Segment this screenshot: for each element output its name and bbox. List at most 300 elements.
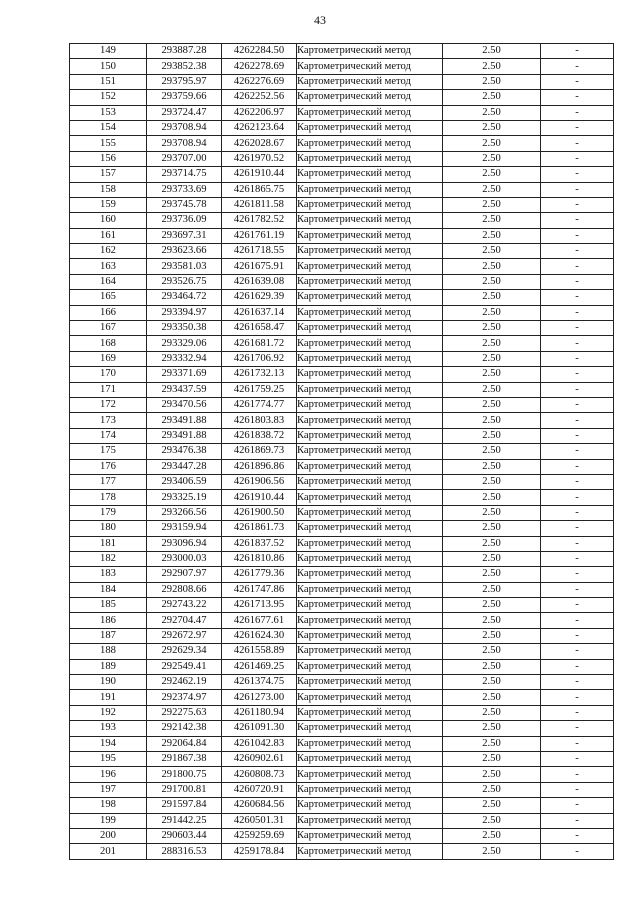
x-coordinate-cell: 292374.97 [147, 690, 222, 705]
method-cell: Картометрический метод [297, 351, 443, 366]
table-row [70, 628, 614, 643]
x-coordinate-cell: 293266.56 [147, 505, 222, 520]
point-number-cell: 189 [70, 659, 147, 674]
point-number-cell: 183 [70, 567, 147, 582]
table-row [70, 136, 614, 151]
y-coordinate-cell: 4262123.64 [222, 120, 297, 135]
x-coordinate-cell: 292275.63 [147, 705, 222, 720]
x-coordinate-cell: 293325.19 [147, 490, 222, 505]
x-coordinate-cell: 293724.47 [147, 105, 222, 120]
accuracy-cell: 2.50 [443, 244, 541, 259]
note-cell: - [541, 505, 614, 520]
y-coordinate-cell: 4261837.52 [222, 536, 297, 551]
accuracy-cell: 2.50 [443, 767, 541, 782]
accuracy-cell: 2.50 [443, 259, 541, 274]
point-number-cell: 190 [70, 675, 147, 690]
accuracy-cell: 2.50 [443, 613, 541, 628]
x-coordinate-cell: 293852.38 [147, 59, 222, 74]
y-coordinate-cell: 4261900.50 [222, 505, 297, 520]
accuracy-cell: 2.50 [443, 782, 541, 797]
method-cell: Картометрический метод [297, 305, 443, 320]
accuracy-cell: 2.50 [443, 228, 541, 243]
point-number-cell: 185 [70, 598, 147, 613]
point-number-cell: 201 [70, 844, 147, 859]
method-cell: Картометрический метод [297, 336, 443, 351]
note-cell: - [541, 613, 614, 628]
point-number-cell: 173 [70, 413, 147, 428]
x-coordinate-cell: 293332.94 [147, 351, 222, 366]
note-cell: - [541, 659, 614, 674]
method-cell: Картометрический метод [297, 274, 443, 289]
x-coordinate-cell: 293887.28 [147, 44, 222, 59]
note-cell: - [541, 413, 614, 428]
table-row [70, 120, 614, 135]
accuracy-cell: 2.50 [443, 182, 541, 197]
point-number-cell: 179 [70, 505, 147, 520]
point-number-cell: 199 [70, 813, 147, 828]
method-cell: Картометрический метод [297, 598, 443, 613]
y-coordinate-cell: 4259259.69 [222, 828, 297, 843]
point-number-cell: 181 [70, 536, 147, 551]
y-coordinate-cell: 4261042.83 [222, 736, 297, 751]
method-cell: Картометрический метод [297, 382, 443, 397]
point-number-cell: 174 [70, 428, 147, 443]
y-coordinate-cell: 4262028.67 [222, 136, 297, 151]
table-row [70, 90, 614, 105]
y-coordinate-cell: 4261374.75 [222, 675, 297, 690]
point-number-cell: 153 [70, 105, 147, 120]
method-cell: Картометрический метод [297, 151, 443, 166]
method-cell: Картометрический метод [297, 259, 443, 274]
note-cell: - [541, 120, 614, 135]
table-row [70, 444, 614, 459]
method-cell: Картометрический метод [297, 721, 443, 736]
x-coordinate-cell: 293329.06 [147, 336, 222, 351]
y-coordinate-cell: 4261811.58 [222, 197, 297, 212]
y-coordinate-cell: 4261706.92 [222, 351, 297, 366]
y-coordinate-cell: 4261273.00 [222, 690, 297, 705]
table-row [70, 567, 614, 582]
note-cell: - [541, 828, 614, 843]
table-row [70, 336, 614, 351]
y-coordinate-cell: 4261681.72 [222, 336, 297, 351]
table-row [70, 397, 614, 412]
method-cell: Картометрический метод [297, 136, 443, 151]
y-coordinate-cell: 4261759.25 [222, 382, 297, 397]
point-number-cell: 168 [70, 336, 147, 351]
x-coordinate-cell: 291700.81 [147, 782, 222, 797]
y-coordinate-cell: 4261637.14 [222, 305, 297, 320]
accuracy-cell: 2.50 [443, 474, 541, 489]
y-coordinate-cell: 4261624.30 [222, 628, 297, 643]
table-row [70, 644, 614, 659]
note-cell: - [541, 182, 614, 197]
note-cell: - [541, 474, 614, 489]
point-number-cell: 177 [70, 474, 147, 489]
y-coordinate-cell: 4261629.39 [222, 290, 297, 305]
note-cell: - [541, 675, 614, 690]
accuracy-cell: 2.50 [443, 290, 541, 305]
point-number-cell: 195 [70, 751, 147, 766]
accuracy-cell: 2.50 [443, 274, 541, 289]
method-cell: Картометрический метод [297, 228, 443, 243]
y-coordinate-cell: 4262276.69 [222, 74, 297, 89]
accuracy-cell: 2.50 [443, 44, 541, 59]
note-cell: - [541, 644, 614, 659]
accuracy-cell: 2.50 [443, 828, 541, 843]
point-number-cell: 158 [70, 182, 147, 197]
table-row [70, 690, 614, 705]
accuracy-cell: 2.50 [443, 521, 541, 536]
accuracy-cell: 2.50 [443, 167, 541, 182]
note-cell: - [541, 598, 614, 613]
y-coordinate-cell: 4262206.97 [222, 105, 297, 120]
method-cell: Картометрический метод [297, 74, 443, 89]
table-row [70, 382, 614, 397]
method-cell: Картометрический метод [297, 644, 443, 659]
x-coordinate-cell: 293406.59 [147, 474, 222, 489]
point-number-cell: 178 [70, 490, 147, 505]
x-coordinate-cell: 293476.38 [147, 444, 222, 459]
accuracy-cell: 2.50 [443, 798, 541, 813]
accuracy-cell: 2.50 [443, 397, 541, 412]
method-cell: Картометрический метод [297, 536, 443, 551]
point-number-cell: 188 [70, 644, 147, 659]
note-cell: - [541, 782, 614, 797]
x-coordinate-cell: 293491.88 [147, 428, 222, 443]
y-coordinate-cell: 4261910.44 [222, 490, 297, 505]
y-coordinate-cell: 4261803.83 [222, 413, 297, 428]
method-cell: Картометрический метод [297, 813, 443, 828]
x-coordinate-cell: 293581.03 [147, 259, 222, 274]
method-cell: Картометрический метод [297, 90, 443, 105]
accuracy-cell: 2.50 [443, 751, 541, 766]
y-coordinate-cell: 4260684.56 [222, 798, 297, 813]
x-coordinate-cell: 293759.66 [147, 90, 222, 105]
table-row [70, 782, 614, 797]
note-cell: - [541, 813, 614, 828]
method-cell: Картометрический метод [297, 690, 443, 705]
x-coordinate-cell: 293707.00 [147, 151, 222, 166]
note-cell: - [541, 167, 614, 182]
point-number-cell: 197 [70, 782, 147, 797]
table-row [70, 474, 614, 489]
x-coordinate-cell: 292743.22 [147, 598, 222, 613]
point-number-cell: 166 [70, 305, 147, 320]
note-cell: - [541, 197, 614, 212]
x-coordinate-cell: 292142.38 [147, 721, 222, 736]
method-cell: Картометрический метод [297, 105, 443, 120]
x-coordinate-cell: 293714.75 [147, 167, 222, 182]
x-coordinate-cell: 293000.03 [147, 551, 222, 566]
x-coordinate-cell: 293447.28 [147, 459, 222, 474]
x-coordinate-cell: 293526.75 [147, 274, 222, 289]
method-cell: Картометрический метод [297, 167, 443, 182]
point-number-cell: 194 [70, 736, 147, 751]
method-cell: Картометрический метод [297, 505, 443, 520]
method-cell: Картометрический метод [297, 844, 443, 859]
table-row [70, 151, 614, 166]
note-cell: - [541, 336, 614, 351]
accuracy-cell: 2.50 [443, 120, 541, 135]
method-cell: Картометрический метод [297, 705, 443, 720]
point-number-cell: 180 [70, 521, 147, 536]
x-coordinate-cell: 292629.34 [147, 644, 222, 659]
x-coordinate-cell: 291800.75 [147, 767, 222, 782]
point-number-cell: 186 [70, 613, 147, 628]
table-row [70, 59, 614, 74]
method-cell: Картометрический метод [297, 782, 443, 797]
table-row [70, 613, 614, 628]
coordinates-table-body [70, 44, 614, 860]
point-number-cell: 172 [70, 397, 147, 412]
y-coordinate-cell: 4261869.73 [222, 444, 297, 459]
x-coordinate-cell: 293464.72 [147, 290, 222, 305]
point-number-cell: 165 [70, 290, 147, 305]
table-row [70, 305, 614, 320]
accuracy-cell: 2.50 [443, 213, 541, 228]
accuracy-cell: 2.50 [443, 59, 541, 74]
table-row [70, 367, 614, 382]
point-number-cell: 182 [70, 551, 147, 566]
accuracy-cell: 2.50 [443, 598, 541, 613]
point-number-cell: 187 [70, 628, 147, 643]
method-cell: Картометрический метод [297, 367, 443, 382]
x-coordinate-cell: 293795.97 [147, 74, 222, 89]
x-coordinate-cell: 293159.94 [147, 521, 222, 536]
accuracy-cell: 2.50 [443, 536, 541, 551]
y-coordinate-cell: 4261658.47 [222, 321, 297, 336]
accuracy-cell: 2.50 [443, 413, 541, 428]
note-cell: - [541, 259, 614, 274]
table-row [70, 798, 614, 813]
y-coordinate-cell: 4260808.73 [222, 767, 297, 782]
note-cell: - [541, 736, 614, 751]
x-coordinate-cell: 293437.59 [147, 382, 222, 397]
method-cell: Картометрический метод [297, 736, 443, 751]
method-cell: Картометрический метод [297, 798, 443, 813]
x-coordinate-cell: 291867.38 [147, 751, 222, 766]
note-cell: - [541, 305, 614, 320]
y-coordinate-cell: 4261713.95 [222, 598, 297, 613]
table-row [70, 182, 614, 197]
y-coordinate-cell: 4261761.19 [222, 228, 297, 243]
point-number-cell: 198 [70, 798, 147, 813]
point-number-cell: 196 [70, 767, 147, 782]
table-row [70, 44, 614, 59]
point-number-cell: 154 [70, 120, 147, 135]
method-cell: Картометрический метод [297, 613, 443, 628]
note-cell: - [541, 767, 614, 782]
table-row [70, 490, 614, 505]
point-number-cell: 193 [70, 721, 147, 736]
accuracy-cell: 2.50 [443, 690, 541, 705]
point-number-cell: 170 [70, 367, 147, 382]
method-cell: Картометрический метод [297, 567, 443, 582]
accuracy-cell: 2.50 [443, 382, 541, 397]
y-coordinate-cell: 4261779.36 [222, 567, 297, 582]
table-row [70, 413, 614, 428]
note-cell: - [541, 382, 614, 397]
note-cell: - [541, 136, 614, 151]
y-coordinate-cell: 4261558.89 [222, 644, 297, 659]
method-cell: Картометрический метод [297, 244, 443, 259]
point-number-cell: 192 [70, 705, 147, 720]
y-coordinate-cell: 4261838.72 [222, 428, 297, 443]
table-row [70, 813, 614, 828]
x-coordinate-cell: 293096.94 [147, 536, 222, 551]
coordinates-table [69, 43, 614, 860]
method-cell: Картометрический метод [297, 675, 443, 690]
point-number-cell: 159 [70, 197, 147, 212]
accuracy-cell: 2.50 [443, 721, 541, 736]
note-cell: - [541, 44, 614, 59]
note-cell: - [541, 459, 614, 474]
y-coordinate-cell: 4261091.30 [222, 721, 297, 736]
point-number-cell: 169 [70, 351, 147, 366]
method-cell: Картометрический метод [297, 59, 443, 74]
y-coordinate-cell: 4261180.94 [222, 705, 297, 720]
y-coordinate-cell: 4262252.56 [222, 90, 297, 105]
method-cell: Картометрический метод [297, 290, 443, 305]
y-coordinate-cell: 4261469.25 [222, 659, 297, 674]
y-coordinate-cell: 4261675.91 [222, 259, 297, 274]
accuracy-cell: 2.50 [443, 136, 541, 151]
note-cell: - [541, 213, 614, 228]
note-cell: - [541, 628, 614, 643]
accuracy-cell: 2.50 [443, 428, 541, 443]
x-coordinate-cell: 291442.25 [147, 813, 222, 828]
note-cell: - [541, 90, 614, 105]
y-coordinate-cell: 4261861.73 [222, 521, 297, 536]
note-cell: - [541, 444, 614, 459]
accuracy-cell: 2.50 [443, 813, 541, 828]
accuracy-cell: 2.50 [443, 582, 541, 597]
method-cell: Картометрический метод [297, 182, 443, 197]
table-row [70, 213, 614, 228]
x-coordinate-cell: 293470.56 [147, 397, 222, 412]
note-cell: - [541, 798, 614, 813]
table-row [70, 428, 614, 443]
accuracy-cell: 2.50 [443, 105, 541, 120]
note-cell: - [541, 751, 614, 766]
table-row [70, 659, 614, 674]
point-number-cell: 151 [70, 74, 147, 89]
x-coordinate-cell: 293736.09 [147, 213, 222, 228]
x-coordinate-cell: 290603.44 [147, 828, 222, 843]
point-number-cell: 176 [70, 459, 147, 474]
y-coordinate-cell: 4260501.31 [222, 813, 297, 828]
table-row [70, 675, 614, 690]
x-coordinate-cell: 292462.19 [147, 675, 222, 690]
x-coordinate-cell: 292549.41 [147, 659, 222, 674]
y-coordinate-cell: 4261677.61 [222, 613, 297, 628]
accuracy-cell: 2.50 [443, 736, 541, 751]
method-cell: Картометрический метод [297, 321, 443, 336]
table-row [70, 105, 614, 120]
accuracy-cell: 2.50 [443, 705, 541, 720]
table-row [70, 259, 614, 274]
point-number-cell: 152 [70, 90, 147, 105]
accuracy-cell: 2.50 [443, 151, 541, 166]
point-number-cell: 160 [70, 213, 147, 228]
table-row [70, 828, 614, 843]
accuracy-cell: 2.50 [443, 844, 541, 859]
x-coordinate-cell: 293491.88 [147, 413, 222, 428]
method-cell: Картометрический метод [297, 474, 443, 489]
note-cell: - [541, 521, 614, 536]
table-row [70, 767, 614, 782]
y-coordinate-cell: 4259178.84 [222, 844, 297, 859]
table-row [70, 228, 614, 243]
y-coordinate-cell: 4261732.13 [222, 367, 297, 382]
note-cell: - [541, 397, 614, 412]
point-number-cell: 167 [70, 321, 147, 336]
note-cell: - [541, 151, 614, 166]
y-coordinate-cell: 4261970.52 [222, 151, 297, 166]
table-row [70, 167, 614, 182]
table-row [70, 459, 614, 474]
x-coordinate-cell: 292704.47 [147, 613, 222, 628]
y-coordinate-cell: 4261639.08 [222, 274, 297, 289]
table-row [70, 582, 614, 597]
method-cell: Картометрический метод [297, 44, 443, 59]
point-number-cell: 171 [70, 382, 147, 397]
x-coordinate-cell: 292907.97 [147, 567, 222, 582]
point-number-cell: 149 [70, 44, 147, 59]
note-cell: - [541, 244, 614, 259]
table-row [70, 351, 614, 366]
point-number-cell: 162 [70, 244, 147, 259]
point-number-cell: 175 [70, 444, 147, 459]
method-cell: Картометрический метод [297, 197, 443, 212]
accuracy-cell: 2.50 [443, 74, 541, 89]
method-cell: Картометрический метод [297, 397, 443, 412]
note-cell: - [541, 582, 614, 597]
method-cell: Картометрический метод [297, 582, 443, 597]
point-number-cell: 157 [70, 167, 147, 182]
accuracy-cell: 2.50 [443, 197, 541, 212]
point-number-cell: 161 [70, 228, 147, 243]
point-number-cell: 163 [70, 259, 147, 274]
note-cell: - [541, 551, 614, 566]
x-coordinate-cell: 293708.94 [147, 120, 222, 135]
note-cell: - [541, 844, 614, 859]
table-row [70, 844, 614, 859]
y-coordinate-cell: 4261906.56 [222, 474, 297, 489]
page-number: 43 [314, 13, 326, 27]
note-cell: - [541, 228, 614, 243]
note-cell: - [541, 290, 614, 305]
note-cell: - [541, 428, 614, 443]
accuracy-cell: 2.50 [443, 628, 541, 643]
note-cell: - [541, 59, 614, 74]
method-cell: Картометрический метод [297, 444, 443, 459]
accuracy-cell: 2.50 [443, 675, 541, 690]
point-number-cell: 191 [70, 690, 147, 705]
y-coordinate-cell: 4260902.61 [222, 751, 297, 766]
accuracy-cell: 2.50 [443, 444, 541, 459]
method-cell: Картометрический метод [297, 628, 443, 643]
point-number-cell: 155 [70, 136, 147, 151]
x-coordinate-cell: 288316.53 [147, 844, 222, 859]
note-cell: - [541, 351, 614, 366]
accuracy-cell: 2.50 [443, 336, 541, 351]
method-cell: Картометрический метод [297, 521, 443, 536]
table-row [70, 244, 614, 259]
x-coordinate-cell: 293371.69 [147, 367, 222, 382]
note-cell: - [541, 705, 614, 720]
